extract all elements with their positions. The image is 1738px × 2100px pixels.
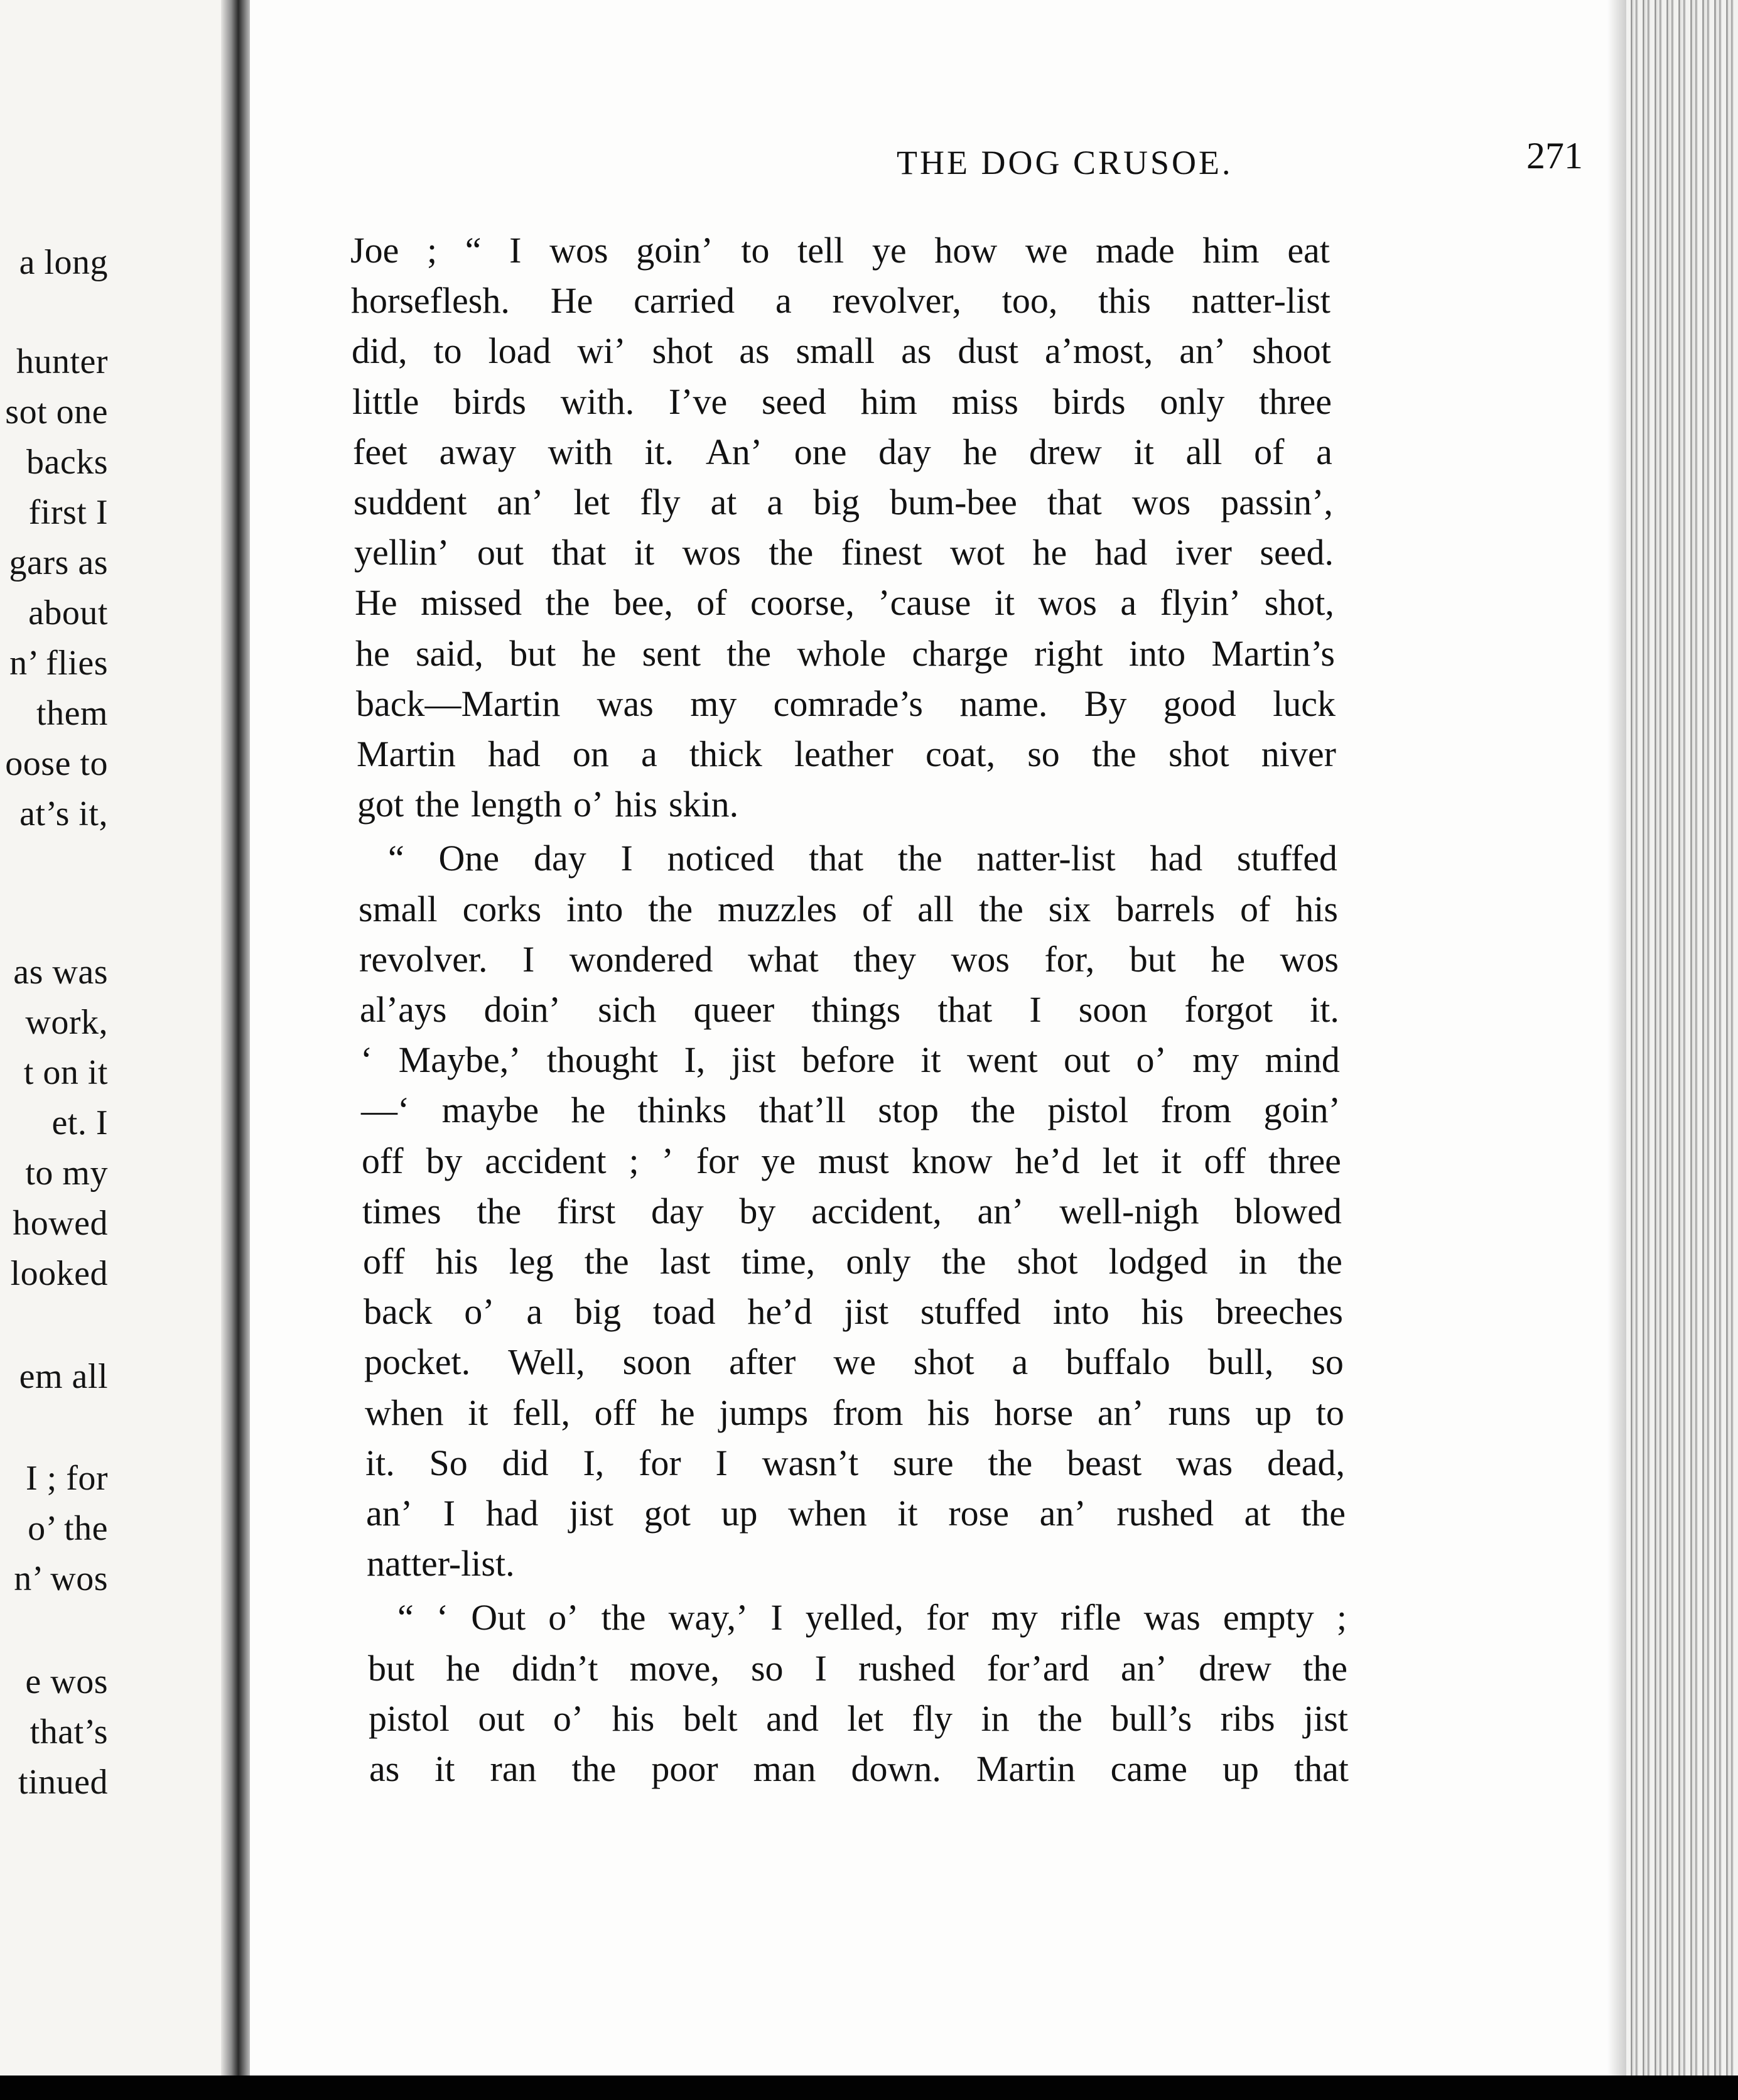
body-text-line: revolver. I wondered what they wos for, but he wos: [359, 938, 1339, 980]
body-text-line: off by accident ; ’ for ye must know he’d let it off three: [362, 1140, 1341, 1181]
body-text-line: ‘ Maybe,’ thought I, jist before it went out o’ my mind: [360, 1039, 1340, 1081]
page-edges: [1626, 0, 1738, 2076]
left-page-line: backs: [26, 443, 108, 482]
left-page-line: that’s: [30, 1713, 108, 1751]
left-page-line: n’ wos: [14, 1559, 108, 1598]
body-text-line: “ One day I noticed that the natter-list had stuffed: [388, 838, 1337, 879]
body-text-line: got the length o’ his skin.: [357, 784, 739, 825]
body-text-line: when it fell, off he jumps from his horse an’ runs up to: [365, 1392, 1344, 1433]
body-text-line: pocket. Well, soon after we shot a buffalo bull, so: [364, 1341, 1344, 1383]
body-text-line: —‘ maybe he thinks that’ll stop the pistol from goin’: [361, 1090, 1341, 1131]
body-text-line: little birds with. I’ve seed him miss birds only three: [352, 381, 1332, 422]
body-text-line: back—Martin was my comrade’s name. By good luck: [356, 683, 1336, 724]
body-text-line: Martin had on a thick leather coat, so the shot niver: [357, 733, 1336, 774]
left-page-line: hunter: [16, 342, 108, 381]
body-text-line: back o’ a big toad he’d jist stuffed into his breeches: [364, 1291, 1343, 1333]
body-text-line: it. So did I, for I wasn’t sure the beast was dead,: [365, 1442, 1345, 1483]
left-page-line: at’s it,: [19, 794, 108, 833]
left-page-line: et. I: [51, 1103, 108, 1142]
left-page-line: e wos: [25, 1662, 108, 1701]
left-page-line: to my: [25, 1154, 108, 1193]
left-page-line: a long: [19, 243, 108, 282]
body-text-line: times the first day by accident, an’ well-nigh blowed: [362, 1190, 1342, 1231]
left-page-line: I ; for: [25, 1459, 108, 1498]
body-text-line: yellin’ out that it wos the finest wot he had iver seed.: [354, 532, 1334, 573]
body-text-line: pistol out o’ his belt and let fly in the bull’s ribs jist: [369, 1697, 1348, 1739]
left-page-line: oose to: [5, 744, 108, 783]
left-page-line: o’ the: [28, 1509, 108, 1548]
left-page-line: work,: [25, 1003, 108, 1042]
body-text-line: small corks into the muzzles of all the six barrels of his: [359, 888, 1338, 929]
left-page-line: t on it: [23, 1053, 108, 1092]
page-number: 271: [1526, 135, 1583, 176]
left-page-line: gars as: [9, 543, 108, 582]
running-head: THE DOG CRUSOE.: [897, 144, 1233, 181]
main-page: [250, 0, 1631, 2076]
body-text-line: as it ran the poor man down. Martin came up that: [369, 1748, 1349, 1789]
body-text-line: “ ‘ Out o’ the way,’ I yelled, for my rifle was empty ;: [397, 1597, 1347, 1638]
left-page-line: looked: [10, 1254, 108, 1293]
left-page-line: first I: [28, 493, 108, 532]
body-text-line: feet away with it. An’ one day he drew it all of a: [353, 431, 1332, 472]
body-text-line: natter-list.: [367, 1543, 515, 1584]
left-page-line: em all: [19, 1357, 108, 1396]
left-page-line: tinued: [18, 1763, 108, 1802]
book-gutter: [221, 0, 250, 2076]
body-text-line: suddent an’ let fly at a big bum-bee that wos passin’,: [354, 482, 1333, 522]
left-page-line: them: [36, 694, 108, 733]
body-text-line: al’ays doin’ sich queer things that I soon forgot it.: [360, 989, 1339, 1030]
scan-border: [0, 2076, 1738, 2100]
body-text-line: off his leg the last time, only the shot lodged in the: [363, 1241, 1342, 1282]
body-text-line: he said, but he sent the whole charge right into Martin’s: [355, 632, 1335, 674]
left-page-line: as was: [13, 953, 108, 992]
left-facing-page: [0, 0, 226, 2076]
left-page-line: n’ flies: [9, 644, 108, 683]
body-text-line: an’ I had jist got up when it rose an’ rushed at the: [366, 1493, 1346, 1534]
body-text-line: He missed the bee, of coorse, ’cause it wos a flyin’ shot,: [355, 582, 1334, 624]
left-page-line: howed: [13, 1204, 108, 1243]
left-page-line: sot one: [5, 392, 108, 431]
body-text-line: but he didn’t move, so I rushed for’ard an’ drew the: [368, 1647, 1347, 1689]
body-text-line: horseflesh. He carried a revolver, too, this natter-list: [351, 280, 1330, 322]
body-text-line: Joe ; “ I wos goin’ to tell ye how we made him eat: [350, 230, 1330, 271]
left-page-line: about: [28, 593, 108, 632]
body-text-line: did, to load wi’ shot as small as dust a’most, an’ shoot: [352, 330, 1331, 372]
